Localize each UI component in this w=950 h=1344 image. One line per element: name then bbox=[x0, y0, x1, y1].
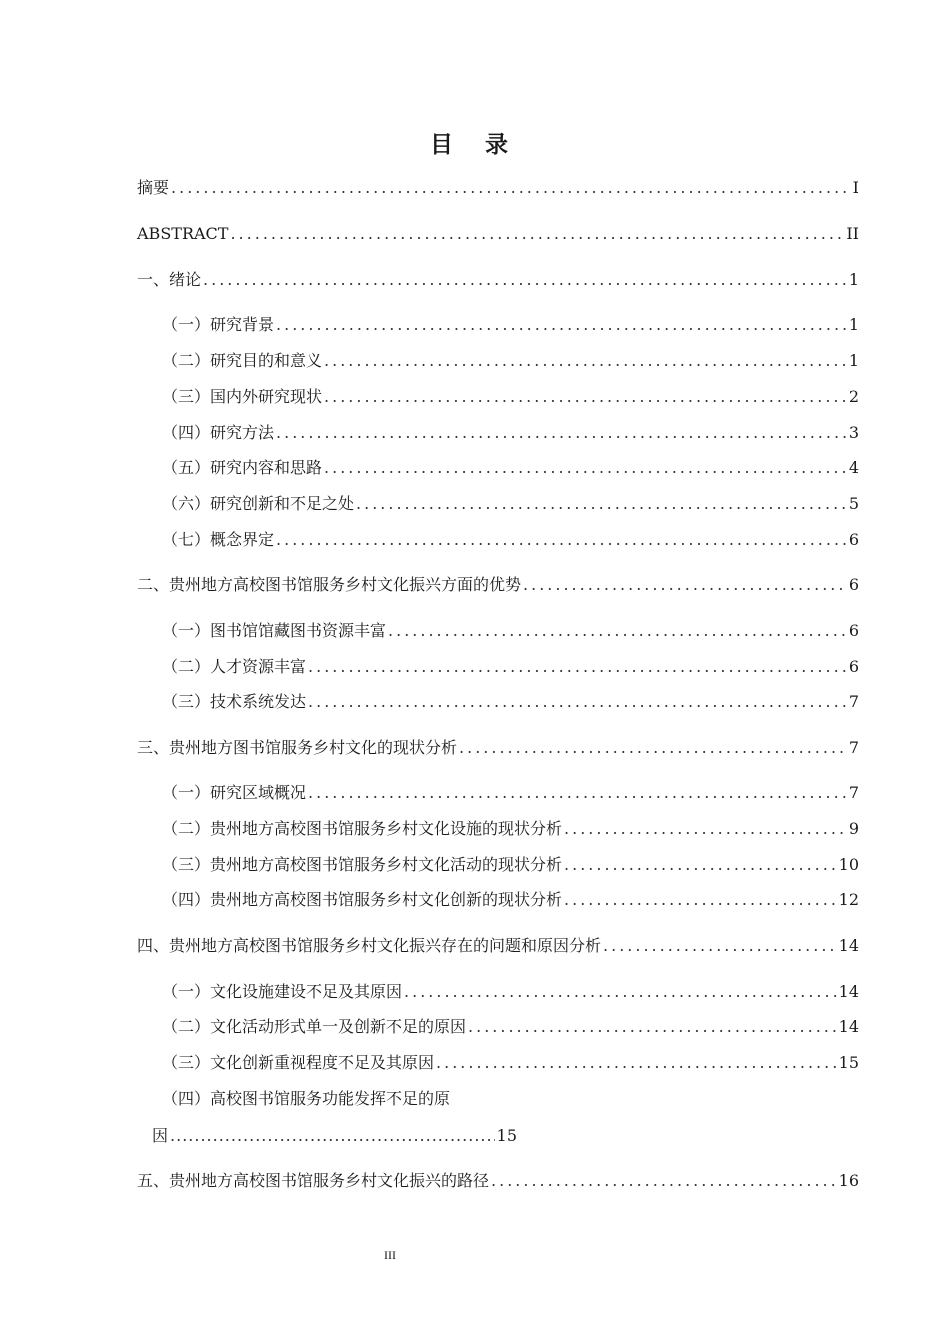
toc-entry-text: 二、贵州地方高校图书馆服务乡村文化振兴方面的优势 bbox=[137, 575, 522, 594]
toc-entry-page: 2 bbox=[848, 387, 859, 406]
toc-entry[interactable] bbox=[162, 853, 859, 877]
dot-leader bbox=[171, 176, 851, 200]
dot-leader bbox=[436, 1051, 837, 1075]
toc-entry[interactable] bbox=[162, 655, 859, 679]
toc-entry[interactable] bbox=[162, 817, 859, 841]
toc-entry[interactable] bbox=[137, 1169, 859, 1193]
toc-entry[interactable] bbox=[162, 781, 859, 805]
toc-entry-page: 6 bbox=[848, 621, 859, 640]
toc-entry-text: （一）研究背景 bbox=[162, 315, 275, 334]
toc-entry-page: 5 bbox=[848, 494, 859, 513]
toc-entry-page: 9 bbox=[848, 819, 859, 838]
dot-leader bbox=[564, 853, 837, 877]
dot-leader bbox=[564, 817, 847, 841]
toc-entry-text: 五、贵州地方高校图书馆服务乡村文化振兴的路径 bbox=[137, 1171, 490, 1190]
toc-entry-text: （五）研究内容和思路 bbox=[162, 458, 323, 477]
dot-leader bbox=[276, 528, 847, 552]
toc-entry[interactable] bbox=[137, 934, 859, 958]
toc-entry-text: 一、绪论 bbox=[137, 270, 202, 289]
dot-leader bbox=[308, 690, 847, 714]
page-number-footer: III bbox=[384, 1248, 396, 1262]
toc-entry-text: （二）文化活动形式单一及创新不足的原因 bbox=[162, 1017, 467, 1036]
dot-leader bbox=[324, 385, 847, 409]
toc-entry-text: ABSTRACT bbox=[137, 224, 229, 243]
toc-entry[interactable] bbox=[162, 528, 859, 552]
toc-entry-text: （二）研究目的和意义 bbox=[162, 351, 323, 370]
toc-entry[interactable] bbox=[162, 385, 859, 409]
dot-leader bbox=[603, 934, 837, 958]
toc-entry-page: 4 bbox=[848, 458, 859, 477]
toc-entry[interactable] bbox=[162, 690, 859, 714]
toc-entry-text: （一）文化设施建设不足及其原因 bbox=[162, 982, 403, 1001]
toc-entry-text: （四）贵州地方高校图书馆服务乡村文化创新的现状分析 bbox=[162, 890, 563, 909]
toc-entry-page: 12 bbox=[838, 890, 859, 909]
dot-leader bbox=[523, 573, 847, 597]
toc-entry-page: 7 bbox=[848, 692, 859, 711]
toc-entry-text: （七）概念界定 bbox=[162, 530, 275, 549]
dot-leader bbox=[324, 349, 847, 373]
toc-entry-page: 10 bbox=[838, 855, 859, 874]
page-title: 目 录 bbox=[429, 132, 520, 158]
toc-entry-text: （三）文化创新重视程度不足及其原因 bbox=[162, 1053, 435, 1072]
toc-entry-text: （一）图书馆馆藏图书资源丰富 bbox=[162, 621, 387, 640]
dot-leader bbox=[404, 980, 837, 1004]
toc-entry[interactable] bbox=[162, 888, 859, 912]
dot-leader bbox=[459, 736, 847, 760]
toc-entry-page: 14 bbox=[838, 936, 859, 955]
dot-leader bbox=[356, 492, 847, 516]
toc-entry[interactable] bbox=[162, 421, 859, 445]
dot-leader bbox=[308, 655, 847, 679]
dot-leader bbox=[564, 888, 837, 912]
toc-entry[interactable] bbox=[152, 1124, 517, 1148]
toc-entry-text: （三）国内外研究现状 bbox=[162, 387, 323, 406]
toc-entry[interactable] bbox=[162, 456, 859, 480]
toc-entry-text: （三）技术系统发达 bbox=[162, 692, 307, 711]
toc-entry-page: 1 bbox=[848, 351, 859, 370]
toc-entry-page: 7 bbox=[848, 738, 859, 757]
dot-leader bbox=[230, 222, 844, 246]
dot-leader bbox=[276, 313, 847, 337]
toc-entry[interactable] bbox=[137, 268, 859, 292]
toc-entry-page: 15 bbox=[496, 1126, 517, 1145]
toc-entry[interactable] bbox=[162, 1015, 859, 1039]
toc-entry-page: 6 bbox=[848, 530, 859, 549]
dot-leader bbox=[170, 1124, 495, 1148]
toc-entry[interactable] bbox=[137, 176, 859, 200]
toc-entry-page: 16 bbox=[838, 1171, 859, 1190]
dot-leader bbox=[276, 421, 847, 445]
dot-leader bbox=[491, 1169, 837, 1193]
toc-entry[interactable] bbox=[162, 1051, 859, 1075]
toc-entry-text: （四）研究方法 bbox=[162, 423, 275, 442]
toc-entry[interactable] bbox=[137, 573, 859, 597]
toc-entry[interactable] bbox=[162, 980, 859, 1004]
dot-leader bbox=[388, 619, 847, 643]
dot-leader bbox=[308, 781, 847, 805]
toc-entry[interactable] bbox=[137, 222, 859, 246]
toc-entry-text-continued: 因 bbox=[152, 1126, 169, 1145]
toc-entry[interactable] bbox=[162, 313, 859, 337]
toc-entry-text: （二）人才资源丰富 bbox=[162, 657, 307, 676]
dot-leader bbox=[203, 268, 847, 292]
toc-entry-text: （二）贵州地方高校图书馆服务乡村文化设施的现状分析 bbox=[162, 819, 563, 838]
toc-entry-text: 四、贵州地方高校图书馆服务乡村文化振兴存在的问题和原因分析 bbox=[137, 936, 602, 955]
toc-entry[interactable] bbox=[162, 619, 859, 643]
toc-entry[interactable] bbox=[137, 736, 859, 760]
toc-entry-text: （三）贵州地方高校图书馆服务乡村文化活动的现状分析 bbox=[162, 855, 563, 874]
toc-entry-page: 3 bbox=[848, 423, 859, 442]
toc-entry-page: 14 bbox=[838, 982, 859, 1001]
toc-entry-page: 1 bbox=[848, 315, 859, 334]
toc-entry-text: 三、贵州地方图书馆服务乡村文化的现状分析 bbox=[137, 738, 458, 757]
toc-entry-text: （六）研究创新和不足之处 bbox=[162, 494, 355, 513]
toc-entry-text: 摘要 bbox=[137, 178, 170, 197]
toc-entry[interactable] bbox=[162, 492, 859, 516]
toc-entry-page: 14 bbox=[838, 1017, 859, 1036]
toc-entry-page: 6 bbox=[848, 657, 859, 676]
toc-entry-page: II bbox=[846, 224, 859, 243]
toc-entry-page: 7 bbox=[848, 783, 859, 802]
toc-entry-page: 1 bbox=[848, 270, 859, 289]
toc-entry-page: 15 bbox=[838, 1053, 859, 1072]
dot-leader bbox=[324, 456, 847, 480]
toc-entry-text[interactable]: （四）高校图书馆服务功能发挥不足的原 bbox=[162, 1089, 451, 1108]
toc-entry-page: I bbox=[852, 178, 859, 197]
dot-leader bbox=[468, 1015, 837, 1039]
toc-entry[interactable] bbox=[162, 349, 859, 373]
toc-entry-page: 6 bbox=[848, 575, 859, 594]
toc-entry-text: （一）研究区域概况 bbox=[162, 783, 307, 802]
